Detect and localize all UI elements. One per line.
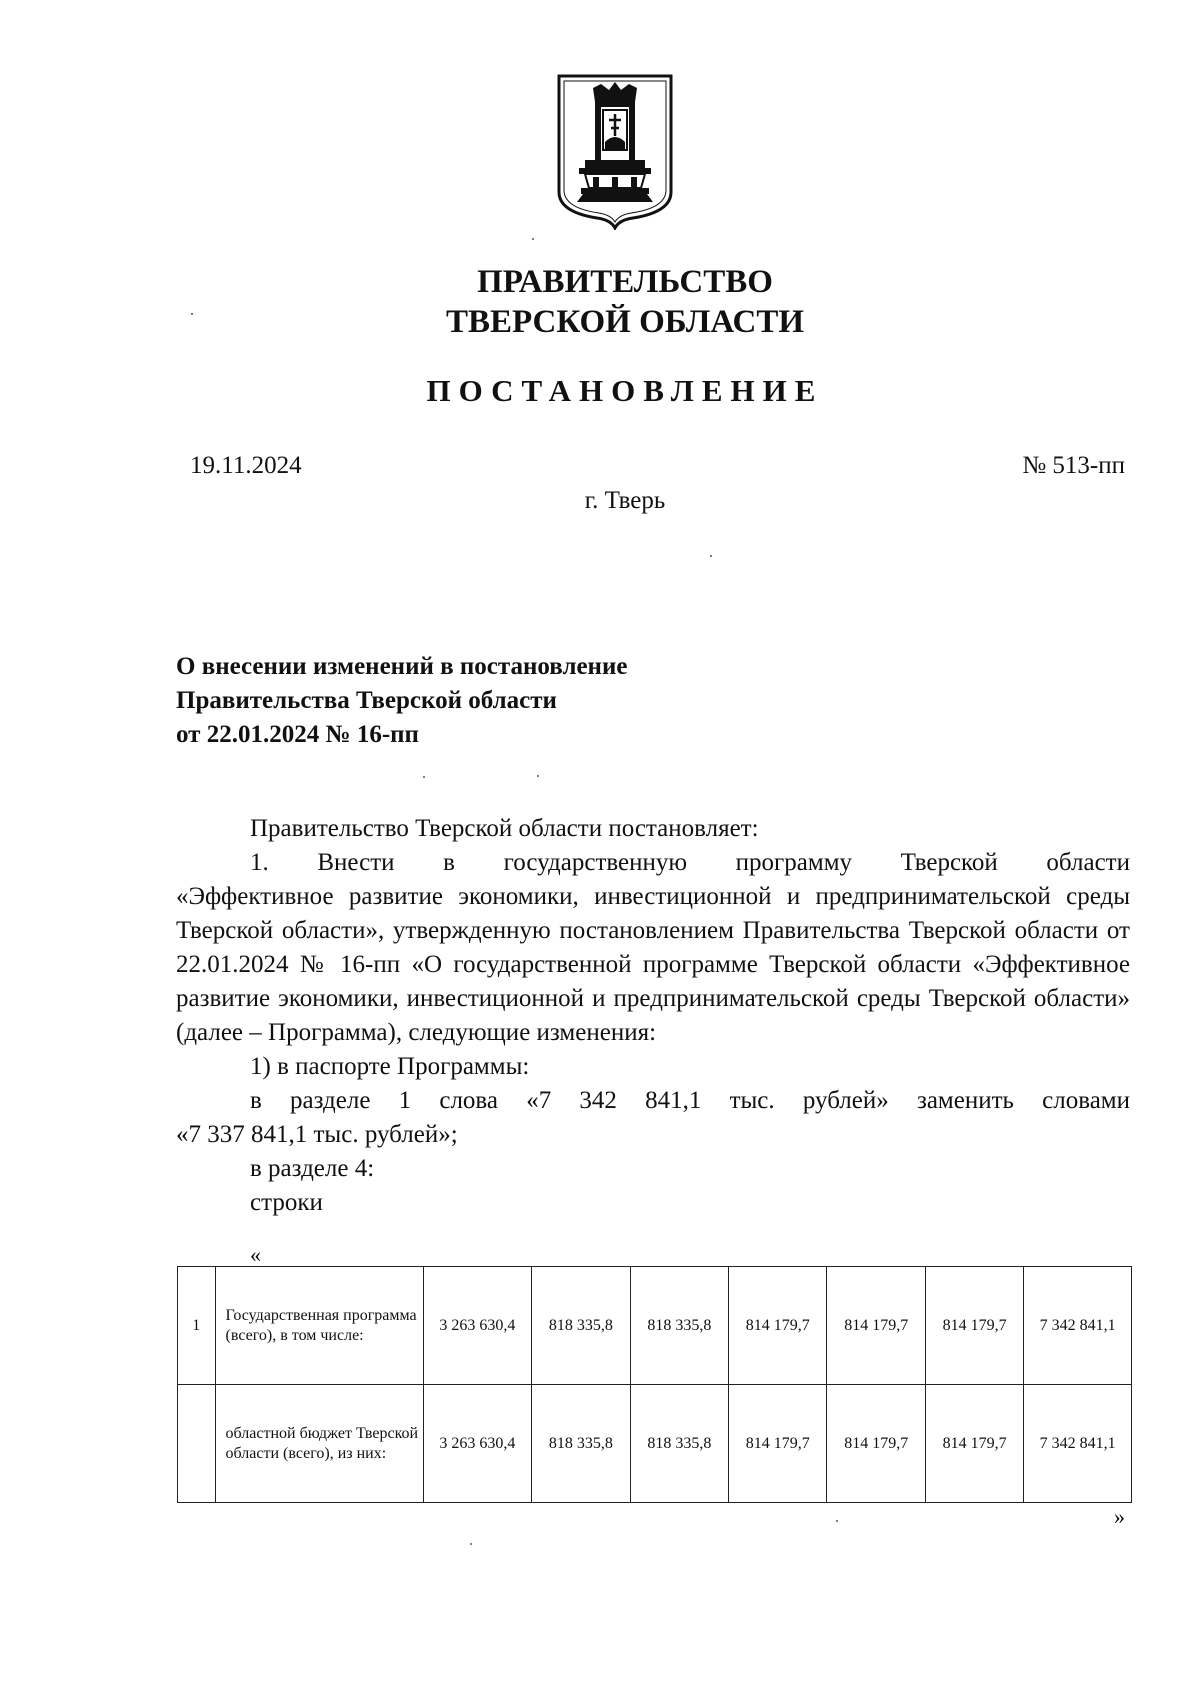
table-cell-value: 814 179,7 [729,1385,827,1503]
table-close-quote: » [1114,1504,1125,1529]
table-row [178,1267,1132,1385]
subject-line1: О внесении изменений в постановление [176,653,628,680]
table-cell-value: 814 179,7 [827,1267,925,1385]
section4-line: в разделе 4: [250,1155,375,1182]
table-cell-name: областной бюджет Тверской области (всего), из них: [215,1385,423,1503]
table-cell-num: 1 [178,1267,216,1385]
scan-speck [532,238,534,240]
table-cell-value: 814 179,7 [925,1267,1023,1385]
item1-first-line: 1. Внести в государственную программу Тверской области [250,849,1130,876]
scan-speck [191,313,193,315]
scan-speck [710,555,712,557]
table-cell-value: 818 335,8 [532,1267,630,1385]
finance-table [177,1266,1132,1503]
resolves-line: Правительство Тверской области постановляет: [250,815,759,842]
table-cell-total: 7 342 841,1 [1024,1385,1132,1503]
table-cell-value: 814 179,7 [729,1267,827,1385]
section1-line1: в разделе 1 слова «7 342 841,1 тыс. рублей» заменить словами [250,1087,1130,1114]
rows-word: строки [250,1189,323,1216]
scan-speck [470,1543,472,1545]
table-cell-value: 814 179,7 [827,1385,925,1503]
table-row [178,1385,1132,1503]
subject-line3: от 22.01.2024 № 16-пп [176,721,419,748]
subitem1: 1) в паспорте Программы: [250,1053,530,1080]
table-cell-value: 3 263 630,4 [423,1267,532,1385]
document-number: № 513-пп [1022,452,1125,479]
government-title-line1: ПРАВИТЕЛЬСТВО [477,264,773,300]
subject-line2: Правительства Тверской области [176,687,557,714]
item1-text: «Эффективное развитие экономики, инвестиционной и предпринимательской среды Тверской области», утвержденную постановлением Правительства Тверской области от 22.01.2024 № 16-пп «О государственной программе Тверской области «Эффективное развитие экономики, инвестиционной и предпринимательской среды Тверской области» (далее – Программа), следующие изменения: [176,883,1130,1046]
section1-line2: «7 337 841,1 тыс. рублей»; [176,1121,458,1148]
table-cell-value: 3 263 630,4 [423,1385,532,1503]
document-type: ПОСТАНОВЛЕНИЕ [426,373,824,408]
government-title-line2: ТВЕРСКОЙ ОБЛАСТИ [445,304,805,340]
coat-of-arms-icon [555,72,675,230]
table-cell-value: 814 179,7 [925,1385,1023,1503]
government-title [0,262,1200,342]
table-cell-total: 7 342 841,1 [1024,1267,1132,1385]
scan-speck [423,776,425,778]
document-subject [176,650,627,752]
scan-speck [836,1520,838,1522]
document-body [176,812,1130,1220]
table-open-quote: « [250,1242,261,1267]
table-cell-num [178,1385,216,1503]
table-cell-value: 818 335,8 [630,1267,728,1385]
table-cell-value: 818 335,8 [532,1385,630,1503]
table-cell-name: Государственная программа (всего), в том числе: [215,1267,423,1385]
document-date: 19.11.2024 [190,452,302,479]
scan-speck [537,775,539,777]
document-city: г. Тверь [584,487,666,514]
table-cell-value: 818 335,8 [630,1385,728,1503]
